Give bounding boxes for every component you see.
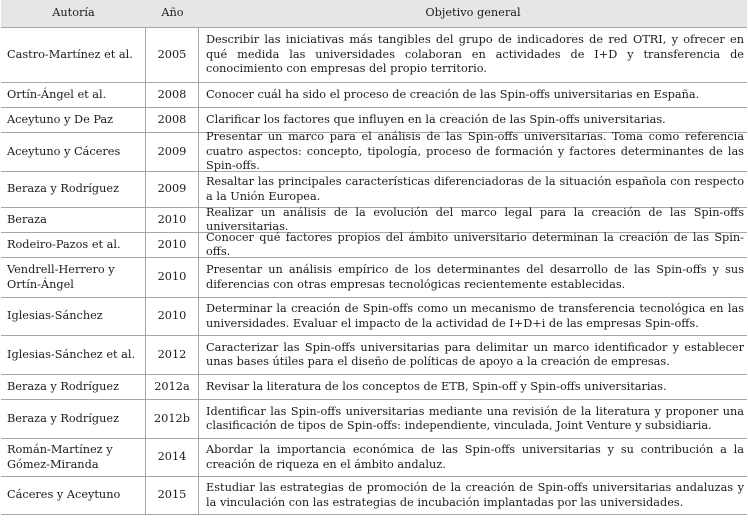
- year-cell: 2008: [146, 83, 199, 107]
- author-cell: Beraza: [1, 208, 146, 232]
- table-row: [1, 257, 747, 297]
- author-cell: Ortín-Ángel et al.: [1, 83, 146, 107]
- goal-cell: [199, 172, 747, 207]
- table-row: [1, 107, 747, 132]
- author-cell: Beraza y Rodríguez: [1, 400, 146, 438]
- table-row: [1, 82, 747, 107]
- goal-text: Clarificar los factores que influyen en la creación de las Spin-offs universitarias.: [206, 112, 666, 126]
- year-cell: 2010: [146, 298, 199, 335]
- goal-text: Determinar la creación de Spin-offs como un mecanismo de transferencia tecnológica en las universidades. Evaluar el impacto de la actividad de I+D+i de las empresas Spin-offs.: [206, 302, 744, 330]
- table-row: [1, 171, 747, 207]
- goal-cell: [199, 375, 747, 399]
- table-row: [1, 399, 747, 438]
- year-cell: 2010: [146, 208, 199, 232]
- goal-cell: [199, 258, 747, 297]
- goal-cell: [199, 336, 747, 374]
- goal-cell: [199, 83, 747, 107]
- table-row: [1, 476, 747, 515]
- author-cell: Beraza y Rodríguez: [1, 172, 146, 207]
- year-cell: 2010: [146, 258, 199, 297]
- table-row: [1, 335, 747, 374]
- year-cell: 2012a: [146, 375, 199, 399]
- goal-text: Conocer cuál ha sido el proceso de creación de las Spin-offs universitarias en España.: [206, 87, 700, 101]
- goal-text: Resaltar las principales características diferenciadoras de la situación española con respecto a la Unión Europea.: [206, 175, 744, 203]
- header-autoria: Autoría: [52, 6, 95, 20]
- year-cell: 2005: [146, 28, 199, 82]
- author-cell: Beraza y Rodríguez: [1, 375, 146, 399]
- goal-cell: [199, 400, 747, 438]
- table-row: [1, 27, 747, 82]
- goal-cell: [199, 298, 747, 335]
- table-row: [1, 374, 747, 399]
- goal-text: Caracterizar las Spin-offs universitarias para delimitar un marco identificador y establecer unas bases útiles para el diseño de políticas de apoyo a la creación de empresas.: [206, 340, 744, 368]
- table-row: [1, 132, 747, 171]
- goal-cell: [199, 205, 747, 233]
- year-cell: 2012: [146, 336, 199, 374]
- year-cell: 2009: [146, 172, 199, 207]
- goal-text: Revisar la literatura de los conceptos de ETB, Spin-off y Spin-offs universitarias.: [206, 379, 667, 393]
- author-cell: Vendrell-Herrero y Ortín-Ángel: [1, 258, 146, 297]
- goal-cell: [199, 130, 747, 173]
- table-row: [1, 438, 747, 476]
- year-cell: 2015: [146, 477, 199, 514]
- author-cell: Román-Martínez y Gómez-Miranda: [1, 439, 146, 476]
- year-cell: 2009: [146, 133, 199, 171]
- goal-text: Conocer qué factores propios del ámbito universitario determinan la creación de las Spin-offs.: [206, 230, 744, 258]
- goal-cell: [199, 230, 747, 258]
- goal-cell: [199, 477, 747, 514]
- table-header-row: [1, 0, 747, 27]
- year-cell: 2008: [146, 108, 199, 132]
- goal-cell: [199, 439, 747, 476]
- author-cell: Iglesias-Sánchez et al.: [1, 336, 146, 374]
- author-cell: Iglesias-Sánchez: [1, 298, 146, 335]
- author-cell: Aceytuno y Cáceres: [1, 133, 146, 171]
- goal-text: Presentar un marco para el análisis de las Spin-offs universitarias. Toma como referencia cuatro aspectos: concepto, tipología, proceso de formación y factores determinantes de las Spin-offs.: [206, 130, 744, 173]
- author-cell: Cáceres y Aceytuno: [1, 477, 146, 514]
- year-cell: 2012b: [146, 400, 199, 438]
- table-row: [1, 232, 747, 257]
- table-row: [1, 207, 747, 232]
- goal-text: Abordar la importancia económica de las Spin-offs universitarias y su contribución a la creación de riqueza en el ámbito andaluz.: [206, 443, 744, 471]
- goal-text: Estudiar las estrategias de promoción de la creación de Spin-offs universitarias andaluzas y la vinculación con las estrategias de incubación implantadas por las universidades.: [206, 481, 744, 509]
- year-cell: 2010: [146, 233, 199, 257]
- author-cell: Castro-Martínez et al.: [1, 28, 146, 82]
- goal-text: Realizar un análisis de la evolución del marco legal para la creación de las Spin-offs universitarias.: [206, 205, 744, 233]
- goal-cell: [199, 108, 747, 132]
- author-cell: Rodeiro-Pazos et al.: [1, 233, 146, 257]
- literature-table: [1, 0, 747, 515]
- goal-text: Identificar las Spin-offs universitarias mediante una revisión de la literatura y proponer una clasificación de tipos de Spin-offs: independiente, vinculada, Joint Venture y subsidiaria.: [206, 404, 744, 432]
- goal-cell: [199, 28, 747, 82]
- author-cell: Aceytuno y De Paz: [1, 108, 146, 132]
- year-cell: 2014: [146, 439, 199, 476]
- header-anio: Año: [161, 6, 184, 20]
- header-objetivo: Objetivo general: [425, 6, 521, 20]
- table-row: [1, 297, 747, 335]
- goal-text: Describir las iniciativas más tangibles del grupo de indicadores de red OTRI, y ofrecer en qué medida las universidades colaboran en actividades de I+D y transferencia de conocimiento con empresas del propio territorio.: [206, 33, 744, 76]
- goal-text: Presentar un análisis empírico de los determinantes del desarrollo de las Spin-offs y sus diferencias con otras empresas tecnológicas recientemente establecidas.: [206, 263, 744, 291]
